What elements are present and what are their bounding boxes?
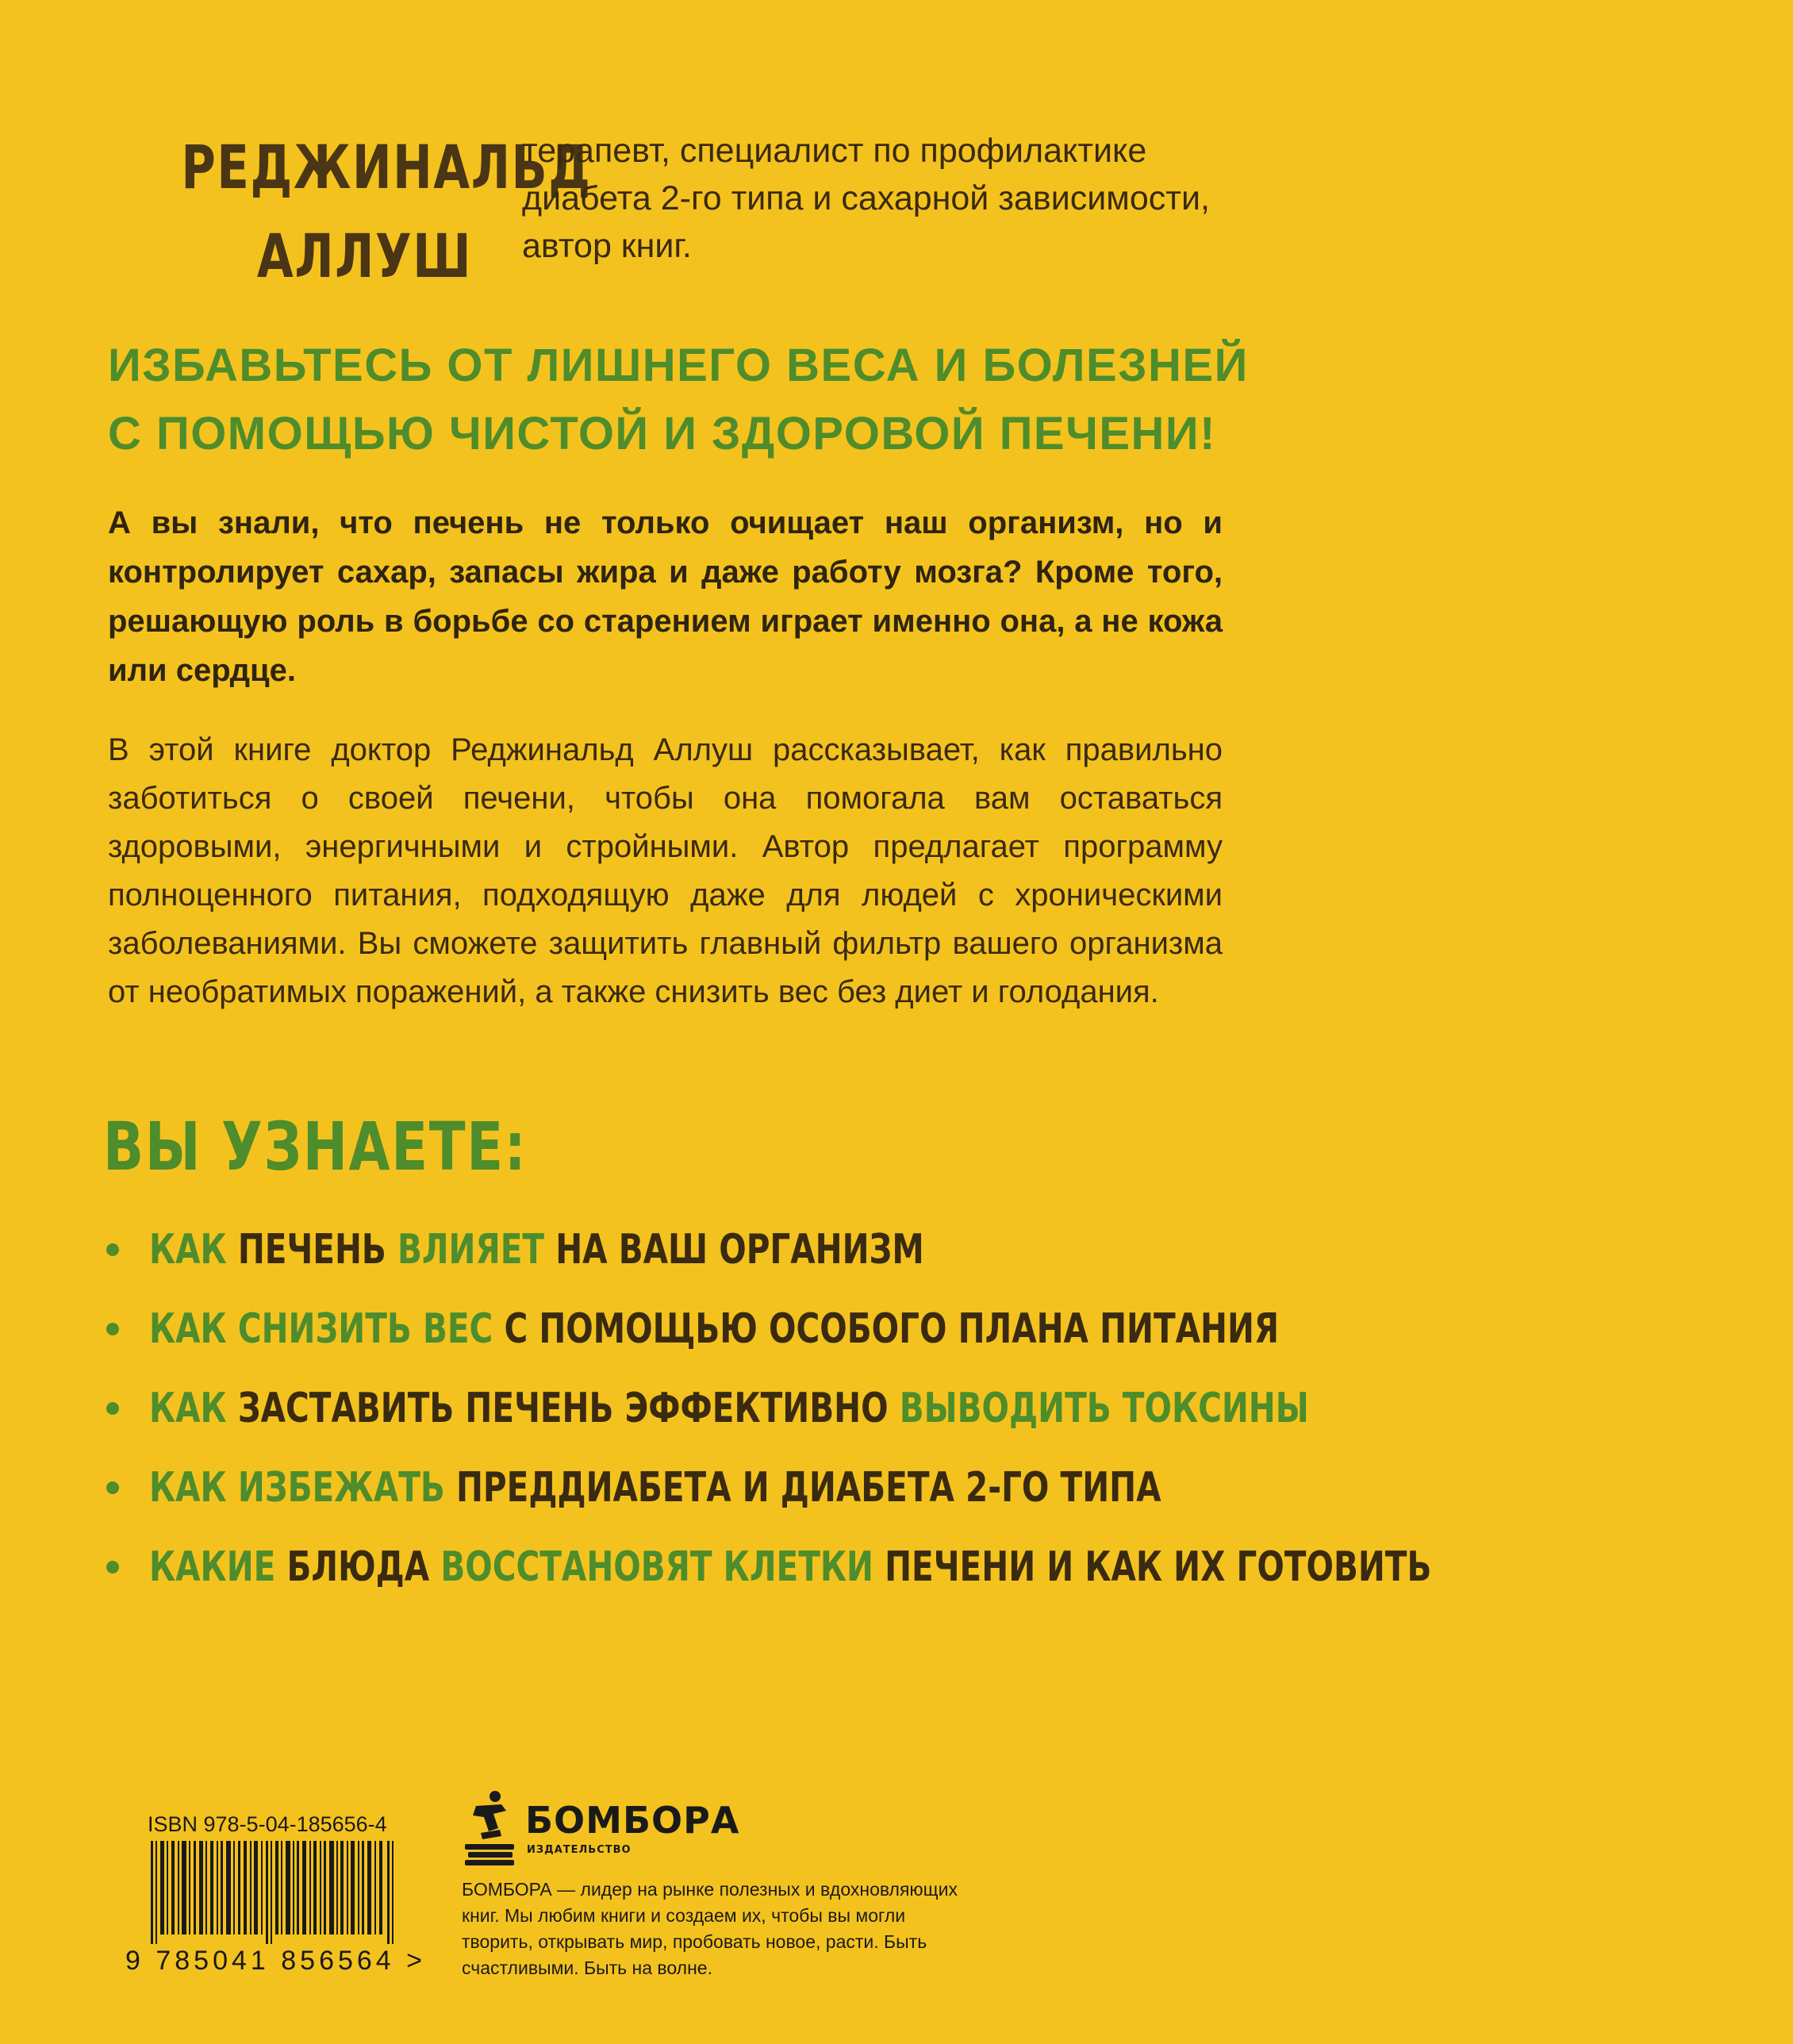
bullet-icon — [106, 1323, 119, 1335]
list-item-accent: КАК — [149, 1226, 227, 1274]
list-item-text: БЛЮДА — [275, 1543, 441, 1591]
list-item-text: ПЕЧЕНИ И КАК ИХ ГОТОВИТЬ — [873, 1543, 1432, 1591]
list-item — [103, 1452, 1309, 1531]
bullet-icon — [106, 1243, 119, 1256]
list-item-accent: ВЛИЯЕТ — [397, 1226, 545, 1274]
publisher-name: БОМБОРА — [525, 1799, 740, 1842]
barcode-image — [148, 1841, 400, 1944]
list-item — [103, 1214, 1309, 1293]
bullet-icon — [106, 1481, 119, 1494]
lead-paragraph: А вы знали, что печень не только очищает наш организм, но и контролирует сахар, запасы жира и даже работу мозга? Кроме того, решающую роль в борьбе со старением играет именно она, а не кожа или сердце. — [108, 505, 1223, 688]
bullet-icon — [106, 1561, 119, 1573]
publisher-subtitle: ИЗДАТЕЛЬСТВО — [527, 1844, 632, 1856]
learn-list — [103, 1214, 1432, 1611]
list-item-accent: ВОССТАНОВЯТ КЛЕТКИ — [440, 1543, 873, 1591]
list-item-accent: КАКИЕ — [149, 1543, 276, 1591]
learn-title: ВЫ УЗНАЕТЕ: — [103, 1108, 528, 1185]
headline — [108, 332, 1250, 468]
publisher-logo — [462, 1788, 740, 1868]
author-name — [181, 123, 592, 301]
list-item-text: ПЕЧЕНЬ — [226, 1226, 397, 1274]
body-paragraph: В этой книге доктор Реджинальд Аллуш рассказывает, как правильно заботиться о своей печени, чтобы она помогала вам оставаться здоровыми, энергичными и стройными. Автор предлагает программу полноценного питания, подходящую даже для людей с хроническими заболеваниями. Вы сможете защитить главный фильтр вашего организма от необратимых поражений, а также снизить вес без диет и голодания. — [108, 732, 1223, 1009]
list-item-accent: ВЫВОДИТЬ ТОКСИНЫ — [899, 1385, 1309, 1432]
bombora-logo-icon — [462, 1788, 517, 1868]
list-item-accent: КАК ИЗБЕЖАТЬ — [149, 1464, 445, 1512]
headline-line2: С ПОМОЩЬЮ ЧИСТОЙ И ЗДОРОВОЙ ПЕЧЕНИ! — [108, 408, 1216, 459]
list-item — [103, 1293, 1309, 1373]
list-item — [103, 1373, 1309, 1452]
isbn-label: ISBN 978-5-04-185656-4 — [148, 1812, 387, 1836]
list-item-text: НА ВАШ ОРГАНИЗМ — [544, 1226, 924, 1274]
author-name-line1: РЕДЖИНАЛЬД — [181, 132, 592, 202]
author-name-line2: АЛЛУШ — [256, 221, 472, 291]
author-bio: терапевт, специалист по профилактике диабета 2-го типа и сахарной зависимости, автор книг. — [522, 132, 1210, 265]
list-item-text: ЗАСТАВИТЬ ПЕЧЕНЬ ЭФФЕКТИВНО — [226, 1385, 900, 1432]
list-item-text: С ПОМОЩЬЮ ОСОБОГО ПЛАНА ПИТАНИЯ — [493, 1305, 1280, 1353]
list-item — [103, 1531, 1432, 1611]
publisher-description: БОМБОРА — лидер на рынке полезных и вдохновляющих книг. Мы любим книги и создаем их, чтобы вы могли творить, открывать мир, пробовать новое, расти. Быть счастливыми. Быть на волне. — [462, 1879, 958, 1978]
list-item-accent: КАК — [149, 1385, 227, 1432]
list-item-accent: КАК СНИЗИТЬ ВЕС — [149, 1305, 493, 1353]
barcode-digits: 9 785041 856564 > — [125, 1946, 427, 1976]
bullet-icon — [106, 1402, 119, 1415]
list-item-text: ПРЕДДИАБЕТА И ДИАБЕТА 2-ГО ТИПА — [444, 1464, 1161, 1512]
headline-line1: ИЗБАВЬТЕСЬ ОТ ЛИШНЕГО ВЕСА И БОЛЕЗНЕЙ — [108, 340, 1249, 391]
